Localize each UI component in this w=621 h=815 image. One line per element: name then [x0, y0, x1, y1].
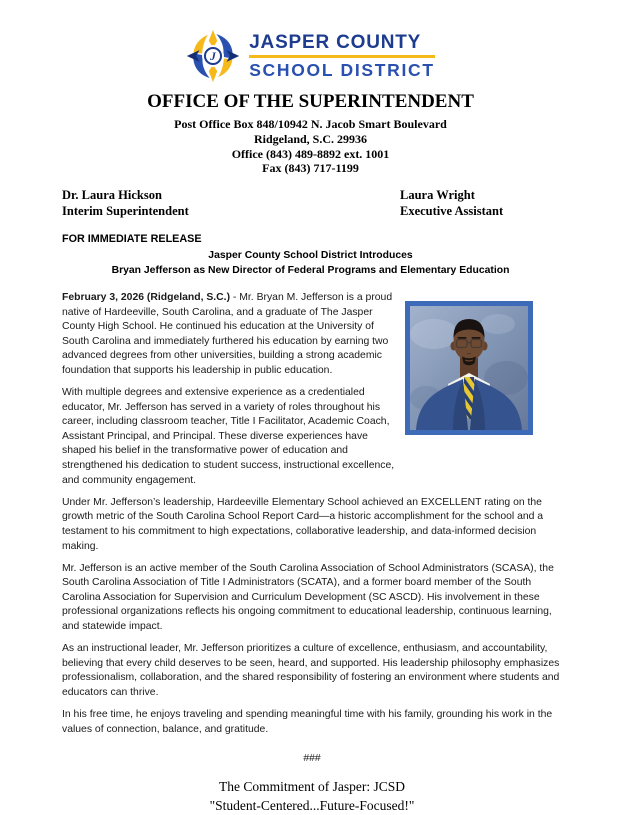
office-title: OFFICE OF THE SUPERINTENDENT [147, 91, 474, 112]
logo-line1: JASPER COUNTY [249, 31, 422, 53]
footer-slogan-line: "Student-Centered...Future-Focused!" [209, 797, 415, 813]
paragraph-intro [62, 291, 403, 379]
contact-superintendent [62, 188, 189, 219]
contact-assistant-title: Executive Assistant [400, 203, 504, 218]
logo-wordmark [249, 32, 435, 81]
paragraph-personal: In his free time, he enjoys traveling and spending meaningful time with his family, grounding his work in the values of connection, balance, and gratitude. [62, 708, 553, 735]
address-line-fax: Fax (843) 717-1199 [262, 161, 359, 176]
paragraph-memberships: Mr. Jefferson is an active member of the South Carolina Association of School Administrators (SCASA), the South Carolina Association of Title I Administrators (SCATA), and a former board member of the South Carolina Association for Supervision and Curriculum Development (SC ASCD). His involvement in these professional organizations reflects his ongoing commitment to educational leadership, continuous learning, and statewide impact. [62, 562, 554, 632]
paragraph-rating: Under Mr. Jefferson’s leadership, Hardeeville Elementary School achieved an EXCELLENT rating on the growth metric of the South Carolina School Report Card—a historic accomplishment for the school and a testament to his commitment to high expectations, collaborative leadership, and data-informed decision making. [62, 496, 544, 552]
footer-commitment-line: The Commitment of Jasper: JCSD [219, 778, 405, 794]
end-mark: ### [303, 753, 321, 765]
footer-motto [62, 777, 562, 815]
dateline: February 3, 2026 (Ridgeland, S.C.) [62, 292, 231, 303]
portrait-photo-image [410, 306, 528, 430]
contact-superintendent-title: Interim Superintendent [62, 203, 189, 218]
svg-text:J: J [210, 49, 217, 64]
contact-executive-assistant [400, 188, 503, 219]
address-line-office-phone: Office (843) 489-8892 ext. 1001 [231, 146, 390, 161]
contact-assistant-name: Laura Wright [400, 188, 475, 202]
compass-pinwheel-j-icon [186, 29, 240, 83]
paragraph-intro-text: - Mr. Bryan M. Jefferson is a proud native of Hardeeville, South Carolina, and a graduate of The Jasper County High School. He continued his education at the University of South Carolina and immediately furthered his education by earning two advanced degrees from other universities, building a strong academic foundation that supports his leadership in public education. [62, 292, 393, 376]
contact-superintendent-name: Dr. Laura Hickson [62, 188, 162, 202]
office-address-block [0, 117, 621, 176]
announcement-title-line2: Bryan Jefferson as New Director of Federal Programs and Elementary Education [111, 264, 510, 276]
paragraph-career: With multiple degrees and extensive experience as a credentialed educator, Mr. Jefferson has served in a variety of roles throughout his career, including classroom teacher, Title I Facilitator, Academic Coach, Assistant Principal, and Principal. These diverse experiences have shaped his belief in the transformative power of education and strengthened his dedication to student success, instructional excellence, and community engagement. [62, 387, 395, 486]
paragraph-leadership-philosophy: As an instructional leader, Mr. Jefferson prioritizes a culture of excellence, enthusiasm, and accountability, believing that every child deserves to be seen, heard, and supported. His leadership philosophy emphasizes professionalism, collaboration, and the shared responsibility of fostering an environment where students and educators can thrive. [62, 643, 560, 698]
address-line-city-state-zip: Ridgeland, S.C. 29936 [253, 131, 368, 146]
logo-gold-divider-rule [249, 55, 435, 58]
announcement-title [0, 249, 621, 278]
district-logo [0, 29, 621, 83]
for-immediate-release-label: FOR IMMEDIATE RELEASE [62, 233, 202, 245]
address-line-po-box: Post Office Box 848/10942 N. Jacob Smart Boulevard [174, 117, 447, 131]
portrait-photo [405, 301, 533, 435]
logo-line2: SCHOOL DISTRICT [249, 59, 435, 80]
press-release-body [62, 291, 562, 815]
announcement-title-line1: Jasper County School District Introduces [208, 250, 413, 261]
